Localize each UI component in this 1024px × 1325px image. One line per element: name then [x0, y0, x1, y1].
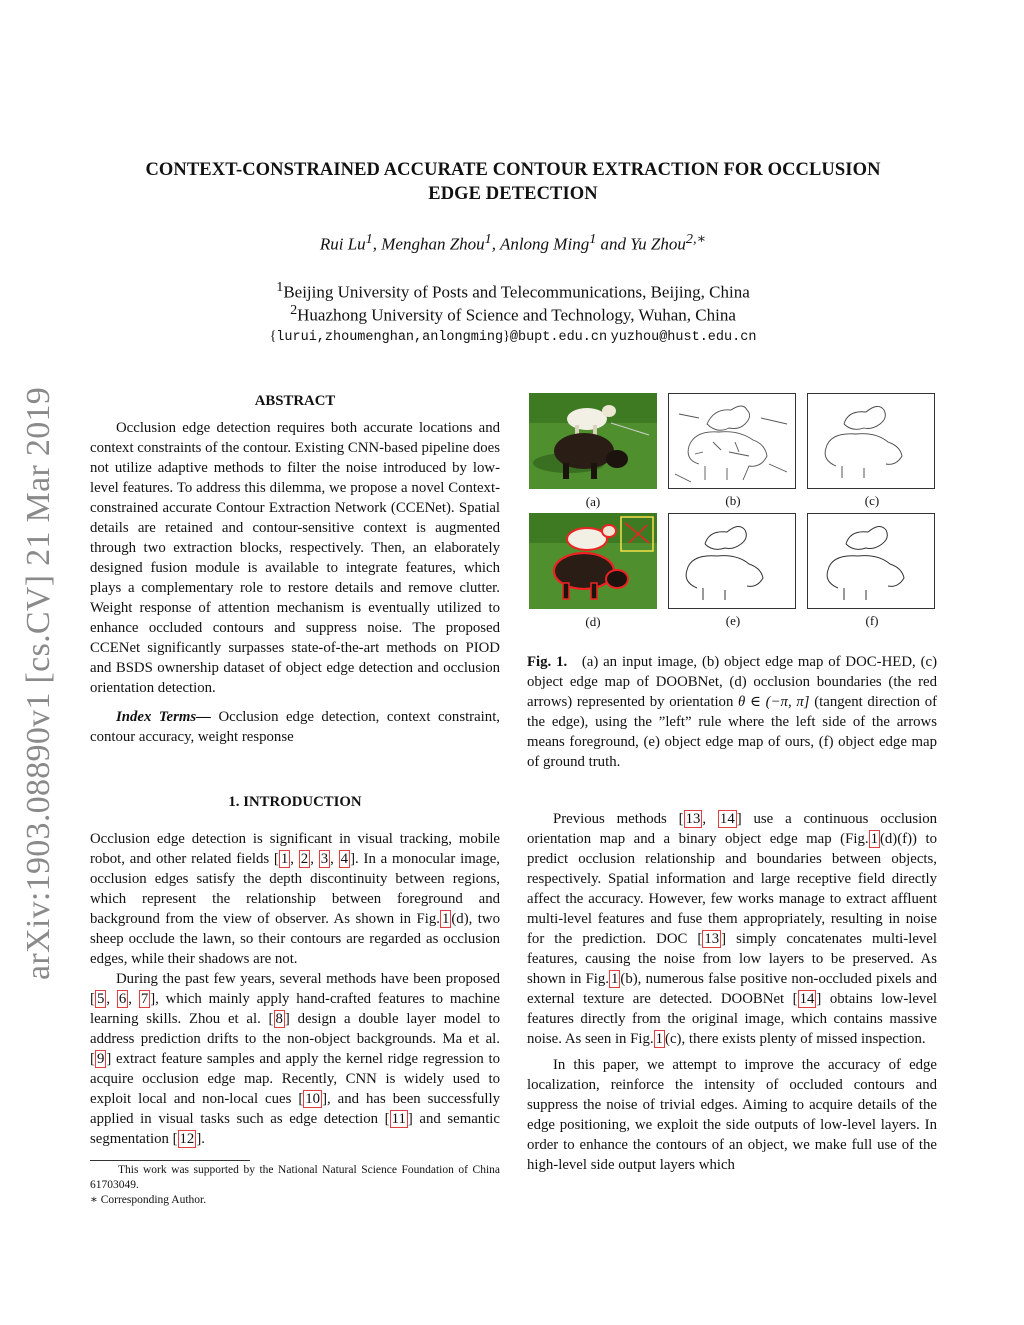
arxiv-stamp: arXiv:1903.08890v1 [cs.CV] 21 Mar 2019: [20, 386, 57, 980]
figure-panel-f: [807, 513, 935, 628]
affiliation-2: $^2$Huazhong University of Science and Technology, Wuhan, China: [290, 302, 736, 325]
panel-label: (e): [725, 613, 741, 628]
figure-1: [527, 393, 937, 631]
citation-link[interactable]: 13: [685, 811, 701, 827]
paper-title: [90, 158, 936, 206]
occlusion-boundary-image: [529, 513, 657, 609]
title-line-1: CONTEXT-CONSTRAINED ACCURATE CONTOUR EXTRACTION FOR OCCLUSION: [145, 160, 881, 180]
affiliation-1: $^1$Beijing University of Posts and Telecommunications, Beijing, China: [276, 279, 750, 302]
citation-link[interactable]: 4: [340, 851, 349, 867]
footnote-divider: [90, 1160, 250, 1161]
intro-paragraph-2: During the past few years, several methods have been proposed [ 5 , 6 , 7 ], which mainly apply hand-crafted features to machine learning skills. Zhou et al. [ 8 ] design a double layer model to address prediction drifts to the non-object backgrounds. Ma et al. [ 9 ] extract feature samples and apply the kernel ridge regression to acquire occlusion edge map. Recently, CNN is widely used to exploit local and non-local cues [ 10 ], and has been successfully applied in visual tasks such as edge detection [ 11 ] and semantic segmentation [ 12 ].: [90, 971, 500, 1147]
figure-link[interactable]: 1: [870, 831, 878, 847]
right-paragraph-1: Previous methods [ 13 , 14 ] use a continuous occlusion orientation map and a binary object edge map (Fig. 1 (d)(f)) to predict occlusion relationship and boundaries between objects, respectively. Spatial information and large receptive field directly affect the accuracy. However, few works manage to extract affluent multi-level features and fuse them appropriately, resulting in noise for the prediction. DOC [ 13 ] simply concatenates multi-level features, causing the noise from low layers to be preserved. As shown in Fig. 1 (b), numerous false positive non-occluded pixels and external texture are detected. DOOBNet [ 14 ] obtains low-level features directly from the original image, which contains massive noise. As seen in Fig. 1 (c), there exists plenty of missed inspection.: [527, 811, 937, 1047]
panel-label: (a): [585, 494, 601, 509]
panel-label: (f): [865, 613, 879, 628]
figure-panel-c: [807, 393, 935, 508]
figure-link[interactable]: 1: [655, 1031, 664, 1047]
footnotes: [90, 1163, 500, 1208]
citation-link[interactable]: 12: [179, 1131, 195, 1147]
author-list: Rui Lu$^1$, Menghan Zhou$^1$, Anlong Ming$^1$ and Yu Zhou$^{2,∗}$: [319, 231, 707, 254]
doc-hed-edge-map: [669, 394, 794, 487]
doobnet-edge-map: [808, 394, 933, 487]
citation-link[interactable]: 11: [391, 1111, 406, 1127]
citation-link[interactable]: 8: [275, 1011, 283, 1027]
index-terms: Index Terms— Occlusion edge detection, context constraint, contour accuracy, weight response: [90, 709, 500, 745]
abstract-body: [90, 418, 500, 747]
citation-link[interactable]: 7: [140, 991, 149, 1007]
citation-link[interactable]: 3: [320, 851, 329, 867]
figure-panel-a: [529, 393, 657, 509]
citation-link[interactable]: 5: [96, 991, 105, 1007]
citation-link[interactable]: 13: [704, 931, 720, 947]
intro-paragraph-1: Occlusion edge detection is significant in visual tracking, mobile robot, and other related fields [ 1 , 2 , 3 , 4 ]. In a monocular image, occlusion edges satisfy the depth discontinuity between regions, which represent the relationship between foreground and background from the view of observer. As shown in Fig. 1 (d), two sheep occlude the lawn, so their contours are regarded as occlusion edges, while their shadows are not.: [90, 831, 501, 967]
funding-footnote: This work was supported by the National Natural Science Foundation of China 61703049.: [90, 1164, 500, 1191]
panel-label: (c): [864, 493, 880, 508]
corresponding-footnote: ∗ Corresponding Author.: [90, 1194, 207, 1206]
figure-panel-e: [668, 513, 796, 628]
panel-label: (b): [725, 493, 741, 508]
citation-link[interactable]: 6: [118, 991, 127, 1007]
ours-edge-map: [669, 514, 794, 607]
right-paragraph-2: In this paper, we attempt to improve the accuracy of edge localization, reinforce the intensity of occluded contours and suppress the noise of trivial edges. Aiming to acquire details of the edge positioning, we exploit the side outputs of low-level layers. In order to enhance the contours of an object, we make full use of the high-level side output layers which: [527, 1057, 937, 1173]
figure-link[interactable]: 1: [611, 971, 619, 987]
citation-link[interactable]: 14: [799, 991, 815, 1007]
right-column-body: [527, 809, 937, 1175]
figure-caption: Fig. 1. (a) an input image, (b) object edge map of DOC-HED, (c) object edge map of DOOBNet, (d) occlusion boundaries (the red arrows) represented by orientation θ ∈ (−π, π] (tangent direction of the edge), using the ”left” rule where the left side of the arrows means foreground, (e) object edge map of ours, (f) object edge map of ground truth.: [527, 654, 938, 770]
intro-body: [90, 829, 500, 1149]
figure-panel-d: [529, 513, 657, 629]
figure-panel-b: [668, 393, 796, 508]
panel-label: (d): [585, 614, 601, 629]
citation-link[interactable]: 1: [280, 851, 289, 867]
abstract-text: Occlusion edge detection requires both accurate locations and context constraints of the contour. Existing CNN-based pipeline does not utilize adaptive methods to filter the noise introduced by low-level features. To address this dilemma, we propose a novel Context-constrained accurate Contour Extraction Network (CCENet). Spatial details are retained and contour-sensitive context is augmented through two extraction blocks, respectively. Then, an elaborately designed fusion module is available to integrate features, which plays a complementary role to restore details and remove clutter. Weight response of attention mechanism is eventually utilized to enhance occluded contours and suppress noise. The proposed CCENet significantly surpasses state-of-the-art methods on PIOD and BSDS ownership dataset of object edge detection and occlusion orientation detection.: [90, 420, 500, 696]
author-emails: {lurui,zhoumenghan,anlongming}@bupt.edu.cn yuzhou@hust.edu.cn: [269, 329, 757, 345]
figure-link[interactable]: 1: [441, 911, 450, 927]
title-line-2: EDGE DETECTION: [428, 184, 598, 204]
citation-link[interactable]: 14: [719, 811, 735, 827]
citation-link[interactable]: 9: [96, 1051, 105, 1067]
sheep-photo-image: [529, 393, 657, 489]
ground-truth-edge-map: [808, 514, 933, 607]
abstract-heading: ABSTRACT: [254, 393, 336, 409]
citation-link[interactable]: 2: [300, 851, 309, 867]
citation-link[interactable]: 10: [305, 1091, 321, 1107]
intro-heading: 1. INTRODUCTION: [228, 794, 362, 810]
